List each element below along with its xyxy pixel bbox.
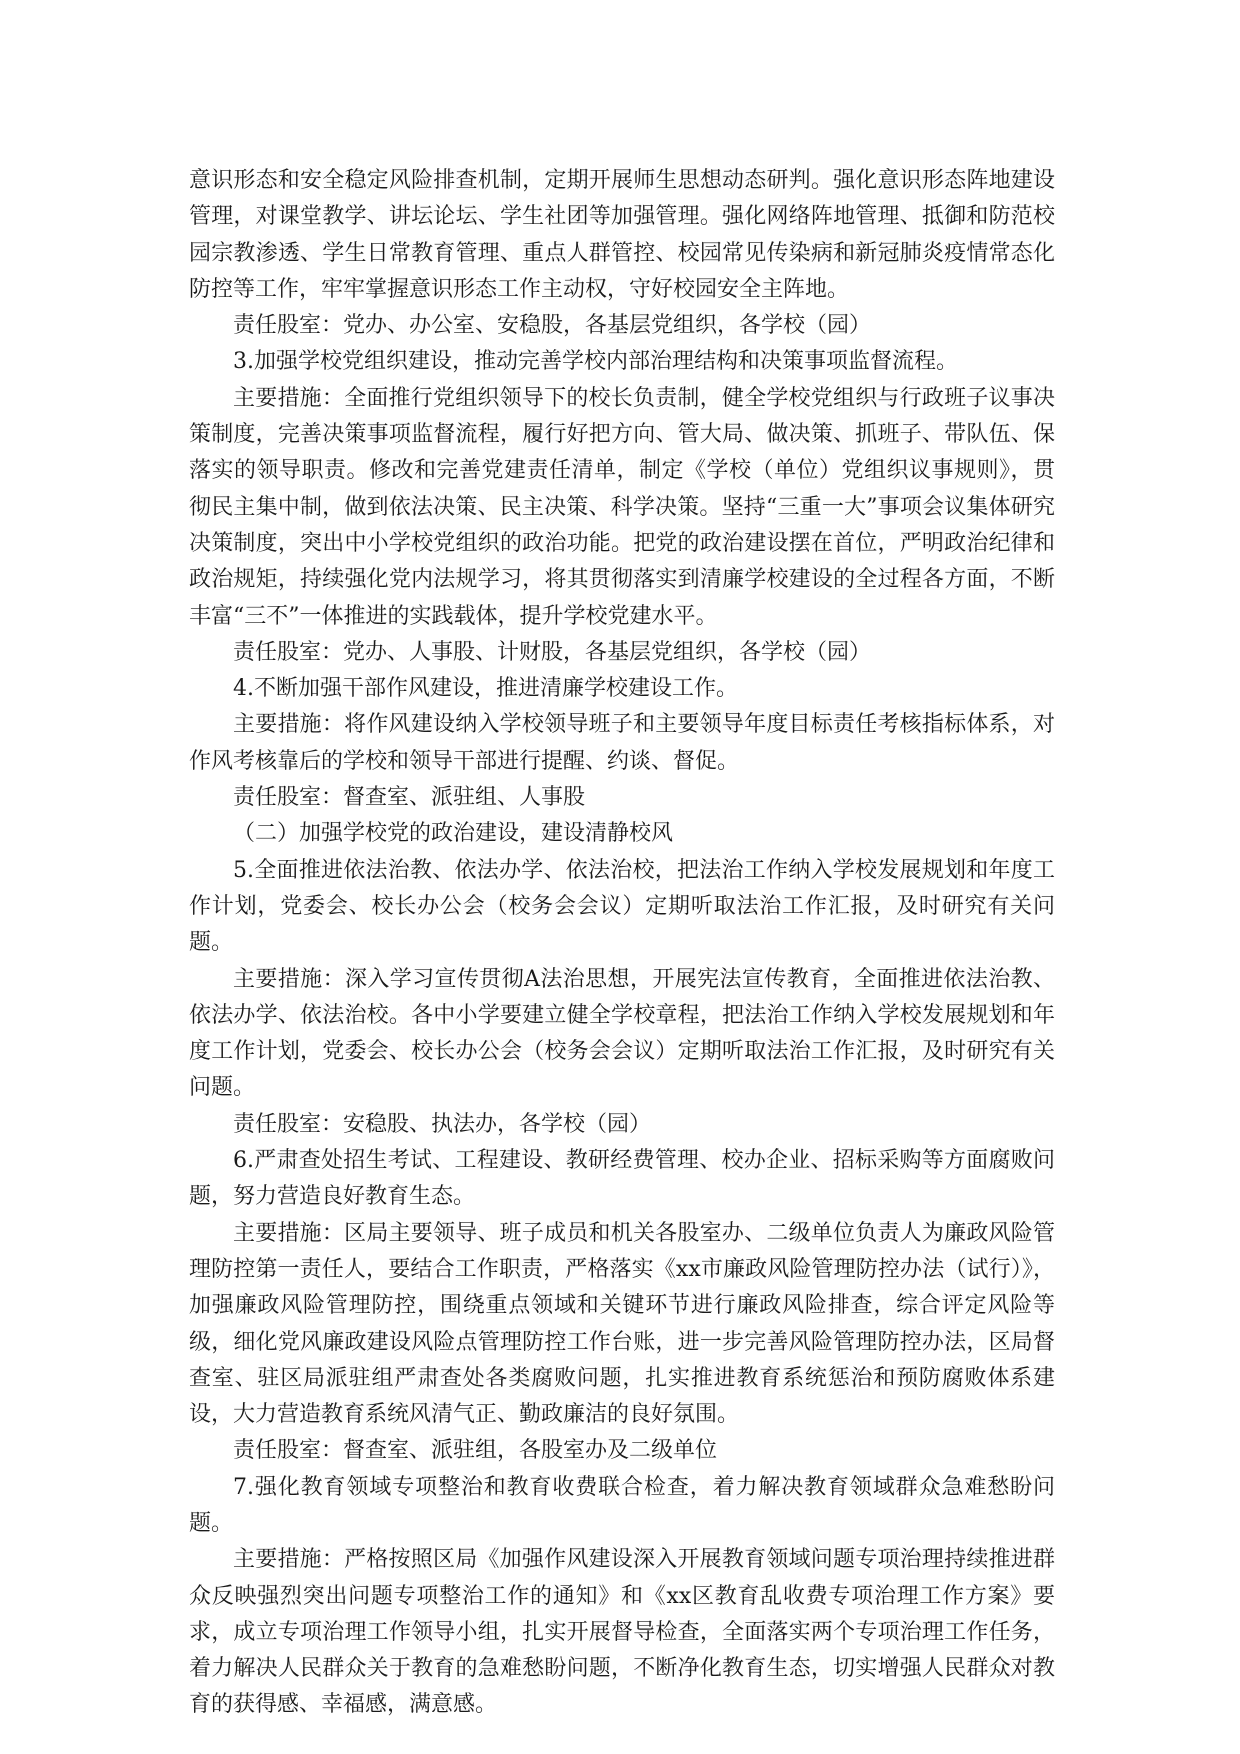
item-6-measures: 主要措施：区局主要领导、班子成员和机关各股室办、二级单位负责人为廉政风险管理防控第一责任人，要结合工作职责，严格落实《xx市廉政风险管理防控办法（试行）》，加强廉政风险管理防控，围绕重点领域和关键环节进行廉政风险排查，综合评定风险等级，细化党风廉政建设风险点管理防控工作台账，进一步完善风险管理防控办法，区局督查室、驻区局派驻组严肃查处各类腐败问题，扎实推进教育系统惩治和预防腐败体系建设，大力营造教育系统风清气正、勤政廉洁的良好氛围。 (189, 1220, 1055, 1428)
item-5-responsibility: 责任股室：安稳股、执法办，各学校（园） (233, 1111, 652, 1137)
item-6-heading: 6.严肃查处招生考试、工程建设、教研经费管理、校办企业、招标采购等方面腐败问题，努力营造良好教育生态。 (189, 1148, 1055, 1210)
item-3-heading: 3.加强学校党组织建设，推动完善学校内部治理结构和决策事项监督流程。 (233, 349, 958, 375)
document-body (189, 163, 1055, 1724)
section-2-heading: （二）加强学校党的政治建设，建设清静校风 (233, 821, 674, 847)
item-4-responsibility: 责任股室：督查室、派驻组、人事股 (233, 785, 586, 811)
item-4-measures: 主要措施：将作风建设纳入学校领导班子和主要领导年度目标责任考核指标体系，对作风考核靠后的学校和领导干部进行提醒、约谈、督促。 (189, 712, 1055, 774)
item-6-responsibility: 责任股室：督查室、派驻组，各股室办及二级单位 (233, 1438, 718, 1464)
item-3-measures: 主要措施：全面推行党组织领导下的校长负责制，健全学校党组织与行政班子议事决策制度，完善决策事项监督流程，履行好把方向、管大局、做决策、抓班子、带队伍、保落实的领导职责。修改和完善党建责任清单，制定《学校（单位）党组织议事规则》，贯彻民主集中制，做到依法决策、民主决策、科学决策。坚持“三重一大”事项会议集体研究决策制度，突出中小学校党组织的政治功能。把党的政治建设摆在首位，严明政治纪律和政治规矩，持续强化党内法规学习，将其贯彻落实到清廉学校建设的全过程各方面，不断丰富“三不”一体推进的实践载体，提升学校党建水平。 (189, 385, 1055, 629)
item-5-heading: 5.全面推进依法治教、依法办学、依法治校，把法治工作纳入学校发展规划和年度工作计划，党委会、校长办公会（校务会会议）定期听取法治工作汇报，及时研究有关问题。 (189, 857, 1055, 956)
item-4-heading: 4.不断加强干部作风建设，推进清廉学校建设工作。 (233, 676, 738, 702)
item-7-measures: 主要措施：严格按照区局《加强作风建设深入开展教育领域问题专项治理持续推进群众反映强烈突出问题专项整治工作的通知》和《xx区教育乱收费专项治理工作方案》要求，成立专项治理工作领导小组，扎实开展督导检查，全面落实两个专项治理工作任务，着力解决人民群众关于教育的急难愁盼问题，不断净化教育生态，切实增强人民群众对教育的获得感、幸福感，满意感。 (189, 1547, 1055, 1718)
item-7-heading: 7.强化教育领域专项整治和教育收费联合检查，着力解决教育领域群众急难愁盼问题。 (189, 1474, 1055, 1536)
item-3-responsibility: 责任股室：党办、人事股、计财股，各基层党组织，各学校（园） (233, 639, 872, 665)
paragraph-ideology-continuation: 意识形态和安全稳定风险排查机制，定期开展师生思想动态研判。强化意识形态阵地建设管理，对课堂教学、讲坛论坛、学生社团等加强管理。强化网络阵地管理、抵御和防范校园宗教渗透、学生日常教育管理、重点人群管控、校园常见传染病和新冠肺炎疫情常态化防控等工作，牢牢掌握意识形态工作主动权，守好校园安全主阵地。 (189, 168, 1055, 302)
responsibility-line-2: 责任股室：党办、办公室、安稳股，各基层党组织，各学校（园） (233, 313, 872, 339)
item-5-measures: 主要措施：深入学习宣传贯彻A法治思想，开展宪法宣传教育，全面推进依法治教、依法办学、依法治校。各中小学要建立健全学校章程，把法治工作纳入学校发展规划和年度工作计划，党委会、校长办公会（校务会会议）定期听取法治工作汇报，及时研究有关问题。 (189, 966, 1055, 1101)
